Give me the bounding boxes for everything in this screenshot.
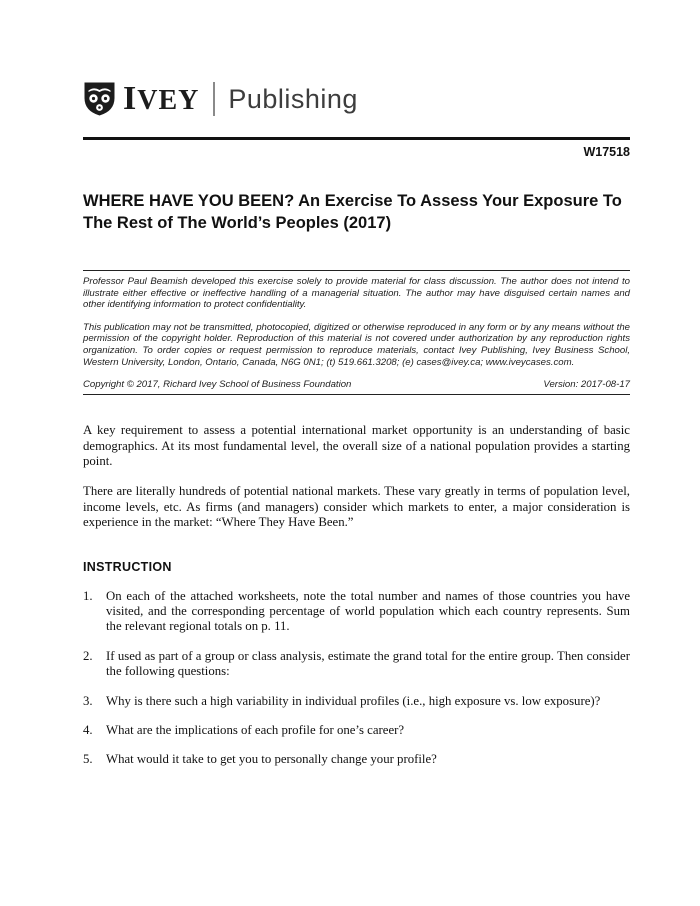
ivey-shield-crest-icon <box>83 81 116 117</box>
instruction-item-text: What are the implications of each profile for one’s career? <box>106 723 405 738</box>
version-label: Version: 2017-08-17 <box>543 379 630 391</box>
header-rule <box>83 137 630 140</box>
instruction-item-text: If used as part of a group or class analysis, estimate the grand total for the entire group. Then consider the following questions: <box>106 648 630 679</box>
instruction-item-1 <box>83 589 630 635</box>
disclaimer-rule-top <box>83 270 630 271</box>
publisher-division-label: Publishing <box>228 83 358 114</box>
instruction-heading: INSTRUCTION <box>83 559 172 574</box>
copyright-notice: Copyright © 2017, Richard Ivey School of Business Foundation <box>83 379 352 391</box>
instruction-item-number: 2. <box>83 648 93 663</box>
document-title: WHERE HAVE YOU BEEN? An Exercise To Assess Your Exposure To The Rest of The World’s Peoples (2017) <box>83 192 622 232</box>
instruction-item-text: On each of the attached worksheets, note the total number and names of those countries you have visited, and the corresponding percentage of world population which each country represents. Sum the relevant regional totals on p. 11. <box>106 588 630 634</box>
brand-wordmark <box>123 82 199 116</box>
publisher-logo <box>83 80 630 118</box>
instruction-item-number: 1. <box>83 588 93 603</box>
instruction-item-text: What would it take to get you to personally change your profile? <box>106 752 437 767</box>
logo-divider <box>213 82 215 116</box>
instruction-item-3 <box>83 694 630 709</box>
instruction-item-5 <box>83 752 630 767</box>
copyright-row <box>83 379 630 390</box>
instruction-item-text: Why is there such a high variability in individual profiles (i.e., high exposure vs. low exposure)? <box>106 693 601 708</box>
instruction-item-number: 3. <box>83 693 93 708</box>
brand-rest-letters: VEY <box>137 85 200 116</box>
document-number: W17518 <box>583 145 630 159</box>
disclaimer-paragraph-1: Professor Paul Beamish developed this exercise solely to provide material for class discussion. The author does not intend to illustrate either effective or ineffective handling of a managerial situation. The author may have disguised certain names and other identifying information to protect confidentiality. <box>83 276 630 311</box>
instruction-item-number: 4. <box>83 723 93 738</box>
body-paragraph-2: There are literally hundreds of potential national markets. These vary greatly in terms of population level, income levels, etc. As firms (and managers) consider which markets to enter, a major consideration is experience in the market: “Where They Have Been.” <box>83 484 630 530</box>
instruction-item-2 <box>83 649 630 680</box>
instruction-list <box>83 589 630 768</box>
disclaimer-paragraph-2: This publication may not be transmitted, photocopied, digitized or otherwise reproduced in any form or by any means without the permission of the copyright holder. Reproduction of this material is not covered under authorization by any reproduction rights organization. To order copies or request permission to reproduce materials, contact Ivey Publishing, Ivey Business School, Western University, London, Ontario, Canada, N6G 0N1; (t) 519.661.3208; (e) cases@ivey.ca; www.iveycases.com. <box>83 321 630 368</box>
disclaimer-rule-bottom <box>83 394 630 395</box>
instruction-item-number: 5. <box>83 752 93 767</box>
body-paragraph-1: A key requirement to assess a potential international market opportunity is an understanding of basic demographics. At its most fundamental level, the overall size of a national population provides a starting point. <box>83 423 630 468</box>
brand-first-letter: I <box>123 80 138 117</box>
instruction-item-4 <box>83 723 630 738</box>
